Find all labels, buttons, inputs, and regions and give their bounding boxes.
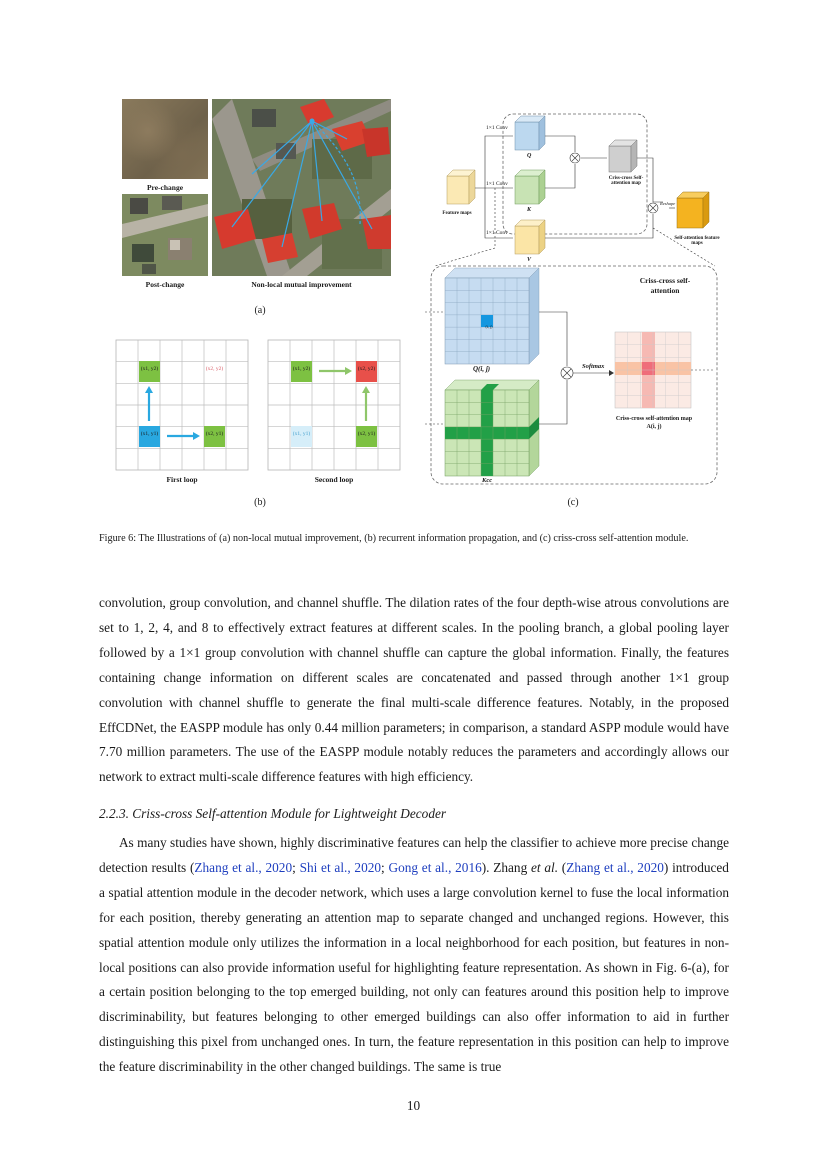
first-tl-label: (x1, y2): [140, 366, 159, 372]
citation-zhang-2020-b[interactable]: Zhang et al., 2020: [566, 859, 664, 875]
panel-c-sublabel: (c): [567, 497, 579, 508]
reshape-label: Reshape: [660, 201, 676, 206]
first-loop-label: First loop: [166, 475, 198, 484]
conv2-label: 1×1 Conv: [486, 181, 508, 187]
et-al: et al.: [531, 859, 559, 875]
k-cube: [515, 170, 545, 204]
non-local-mutual-improvement-image: [212, 99, 391, 276]
recurrent-propagation-grids: [115, 339, 405, 479]
cc-map-cube: [609, 140, 637, 172]
post-change-image: [122, 194, 208, 276]
p2-text-d: ) introduced a spatial attention module in the decoder network, which uses a large convolution kernel to fuse the local information for each position, thereby generating an attention map to separate changed and unchanged regions. However, this spatial attention module only utilizes the information in a local neighborhood for each position, but features in non-local positions can also provide information useful for highlighting feature representation. As shown in Fig. 6-(a), for a certain position belonging to the top emerged building, not only can features around this position help to improve discriminability, but features belonging to other emerged buildings can also offer information to aid in further distinguishing this pixel from unchanged ones. In turn, the feature representation in this position can help to improve the feature discriminability in the other changed buildings. The same is true: [99, 859, 729, 1075]
first-br-label: (x2, y1): [205, 431, 224, 437]
k-grid-label: Kcc: [482, 477, 493, 484]
first-loop-grid: [116, 340, 248, 470]
q-label: Q: [527, 153, 532, 159]
paragraph-criss-cross-text: [99, 831, 729, 1080]
output-cube: [677, 192, 709, 228]
paragraph-easpp-text: convolution, group convolution, and channel shuffle. The dilation rates of the four depth-wise atrous convolutions are set to 1, 2, 4, and 8 to effectively extract features at different scales. In the pooling branch, a global pooling layer followed by a 1×1 group convolution with channel shuffle can capture the global information. Finally, the features containing change information on different scales are concatenated and passed through another 1×1 group convolution with channel shuffle to generate the final multi-scale difference features. Notably, in the proposed EffCDNet, the EASPP module has only 0.44 million parameters; in comparison, a standard ASPP module would have 7.70 million parameters. The use of the EASPP module notably reduces the parameters and accordingly allows our network to extract multi-scale difference features with high efficiency.: [99, 595, 729, 785]
q-cube: [515, 116, 545, 150]
q-grid: [445, 268, 539, 364]
cc-map-small-label: Criss-cross Self-attention map: [608, 176, 644, 186]
post-change-label: Post-change: [145, 280, 185, 289]
citation-shi-2020[interactable]: Shi et al., 2020: [299, 859, 382, 875]
paragraph-criss-cross: [99, 831, 729, 1080]
sep1: ;: [292, 859, 300, 875]
p2-text-b: ). Zhang: [481, 859, 531, 875]
first-bl-label: (x1, y1): [140, 431, 159, 437]
self-attention-maps-label: Self-attention feature maps: [674, 236, 720, 246]
page-number: 10: [406, 1098, 421, 1113]
conv1-label: 1×1 Conv: [486, 125, 508, 131]
pre-change-image: [122, 99, 208, 179]
second-bl-label: (x1, y1): [292, 431, 311, 437]
second-loop-grid: [268, 340, 400, 470]
paragraph-easpp: [99, 591, 729, 790]
softmax-label: Softmax: [582, 363, 605, 370]
q-grid-label: Q(i, j): [473, 365, 491, 373]
cc-attention-map-label: Criss-cross self-attention map A(i, j): [615, 416, 693, 430]
conv3-label: 1×1 Conv: [486, 230, 508, 236]
criss-cross-attention-map: [615, 332, 691, 408]
second-tr-label: (x2, y2): [357, 366, 376, 372]
feature-maps-cube: [447, 170, 475, 204]
p2-text-c: (: [558, 859, 567, 875]
panel-a-sublabel: (a): [254, 305, 266, 316]
figure-caption: Figure 6: The Illustrations of (a) non-local mutual improvement, (b) recurrent information propagation, and (c) criss-cross self-attention module.: [99, 533, 689, 544]
pre-change-label: Pre-change: [146, 183, 184, 192]
sep2: ;: [381, 859, 389, 875]
feature-maps-label: Feature maps: [442, 211, 472, 216]
section-title: 2.2.3. Criss-cross Self-attention Module for Lightweight Decoder: [99, 806, 447, 821]
v-label: V: [527, 257, 532, 263]
k-label: K: [527, 207, 532, 213]
cc-title-label: Criss-cross self-attention: [639, 276, 691, 295]
citation-gong-2016[interactable]: Gong et al., 2016: [388, 859, 482, 875]
second-tl-label: (x1, y2): [292, 366, 311, 372]
p2-text-a: As many studies have shown, highly discriminative features can help the classifier to achieve more precise change detection results (: [99, 835, 729, 875]
k-grid: [445, 380, 539, 476]
non-local-label: Non-local mutual improvement: [251, 280, 352, 289]
citation-zhang-2020-a[interactable]: Zhang et al., 2020: [194, 859, 293, 875]
first-tr-label: (x2, y2): [205, 366, 224, 372]
second-loop-label: Second loop: [314, 475, 354, 484]
panel-b-sublabel: (b): [254, 497, 266, 508]
v-cube: [515, 220, 545, 254]
qij-cell-label: (i, j): [485, 324, 493, 329]
second-br-label: (x2, y1): [357, 431, 376, 437]
criss-cross-module-diagram: [425, 108, 725, 488]
